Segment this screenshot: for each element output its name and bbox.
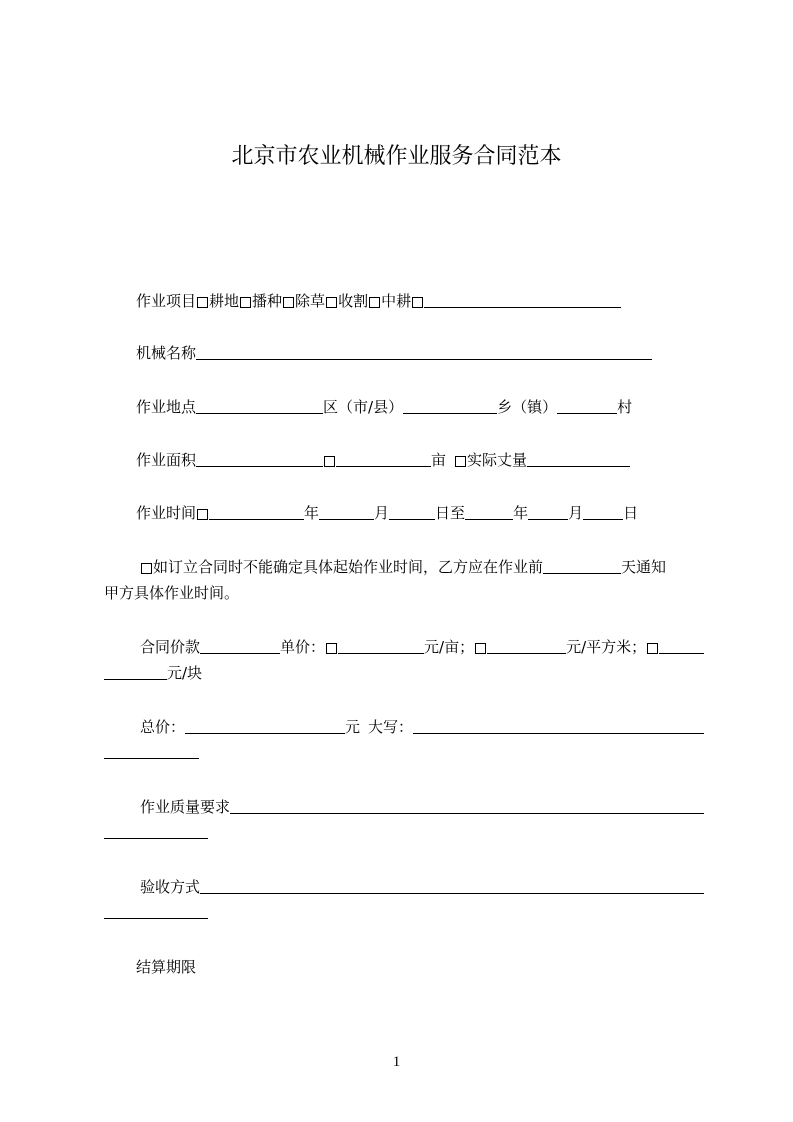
total-yuan-label: 元 — [345, 718, 361, 736]
time-day2-label: 日 — [623, 504, 639, 522]
time-year-label: 年 — [304, 504, 320, 522]
machine-name-blank[interactable] — [196, 343, 652, 360]
time-row — [104, 502, 704, 524]
time-end-year-blank[interactable] — [465, 503, 513, 520]
time-end-month-blank[interactable] — [528, 503, 568, 520]
quality-row-1 — [104, 796, 704, 818]
notice-text-3: 甲方具体作业时间。 — [104, 584, 240, 602]
price-row-1 — [104, 636, 704, 658]
notice-text-2: 天通知 — [621, 558, 667, 576]
time-month-label: 月 — [374, 504, 390, 522]
area-blank[interactable] — [196, 450, 323, 467]
work-items-other-blank[interactable] — [424, 291, 621, 308]
acceptance-row-2 — [104, 902, 704, 923]
acceptance-blank-a[interactable] — [200, 877, 704, 894]
checkbox-sowing[interactable] — [240, 297, 251, 308]
area-actual-label: 实际丈量 — [467, 451, 528, 469]
total-row-2 — [104, 742, 704, 763]
acceptance-label: 验收方式 — [140, 878, 201, 896]
checkbox-price-sqm[interactable] — [475, 643, 486, 654]
checkbox-price-block[interactable] — [647, 643, 658, 654]
notice-days-blank[interactable] — [543, 557, 621, 574]
per-block-label: 元/块 — [167, 664, 203, 682]
checkbox-area-actual[interactable] — [455, 456, 466, 467]
time-month2-label: 月 — [568, 504, 584, 522]
village-blank[interactable] — [557, 397, 617, 414]
per-sqm-label: 元/平方米； — [566, 638, 647, 656]
total-amount-blank[interactable] — [185, 717, 345, 734]
time-start-day-blank[interactable] — [389, 503, 435, 520]
area-label: 作业面积 — [136, 451, 197, 469]
area-actual-blank[interactable] — [527, 450, 630, 467]
location-label: 作业地点 — [136, 398, 197, 416]
option-plowing: 耕地 — [209, 292, 240, 310]
time-year2-label: 年 — [513, 504, 529, 522]
acceptance-row-1 — [104, 876, 704, 898]
district-blank[interactable] — [196, 397, 323, 414]
option-cultivating: 中耕 — [381, 292, 412, 310]
total-capital-blank-a[interactable] — [413, 717, 704, 734]
notice-text-1: 如订立合同时不能确定具体起始作业时间，乙方应在作业前 — [153, 558, 544, 576]
document-title: 北京市农业机械作业服务合同范本 — [231, 144, 562, 169]
total-capital-blank-b[interactable] — [104, 742, 199, 759]
location-row — [104, 396, 704, 418]
village-label: 村 — [617, 398, 633, 416]
checkbox-time[interactable] — [197, 509, 208, 520]
option-harvesting: 收割 — [338, 292, 369, 310]
price-blank[interactable] — [200, 637, 280, 654]
price-row-2 — [104, 662, 704, 684]
option-weeding: 除草 — [295, 292, 326, 310]
quality-label: 作业质量要求 — [140, 798, 231, 816]
checkbox-weeding[interactable] — [283, 297, 294, 308]
total-capital-label: 大写： — [368, 718, 414, 736]
township-label: 乡（镇） — [497, 398, 558, 416]
acceptance-blank-b[interactable] — [104, 902, 208, 919]
notice-row-1 — [104, 556, 704, 578]
settlement-label: 结算期限 — [136, 958, 197, 976]
checkbox-cultivating[interactable] — [369, 297, 380, 308]
total-row-1 — [104, 716, 704, 738]
price-per-block-blank-a[interactable] — [659, 637, 704, 654]
machine-name-label: 机械名称 — [136, 344, 197, 362]
time-label: 作业时间 — [136, 504, 197, 522]
price-per-block-blank-b[interactable] — [104, 663, 167, 680]
checkbox-notice[interactable] — [141, 563, 152, 574]
checkbox-plowing[interactable] — [197, 297, 208, 308]
per-mu-label: 元/亩； — [424, 638, 475, 656]
area-mu-label: 亩 — [431, 451, 447, 469]
time-end-day-blank[interactable] — [583, 503, 623, 520]
checkbox-price-mu[interactable] — [326, 643, 337, 654]
work-items-row — [104, 290, 704, 312]
unit-price-label: 单价： — [280, 638, 326, 656]
township-blank[interactable] — [403, 397, 497, 414]
option-sowing: 播种 — [252, 292, 283, 310]
price-label: 合同价款 — [140, 638, 201, 656]
price-per-sqm-blank[interactable] — [487, 637, 566, 654]
district-label: 区（市/县） — [323, 398, 404, 416]
work-items-label: 作业项目 — [136, 292, 197, 310]
checkbox-harvesting[interactable] — [326, 297, 337, 308]
total-label: 总价： — [140, 718, 186, 736]
area-mu-blank[interactable] — [336, 450, 431, 467]
notice-row-2 — [104, 582, 704, 604]
checkbox-area-mu[interactable] — [324, 456, 335, 467]
page-number: 1 — [392, 1054, 401, 1070]
quality-blank-a[interactable] — [230, 797, 704, 814]
quality-blank-b[interactable] — [104, 822, 208, 839]
price-per-mu-blank[interactable] — [338, 637, 424, 654]
time-start-month-blank[interactable] — [319, 503, 374, 520]
settlement-row — [104, 956, 704, 978]
machine-name-row — [104, 342, 704, 364]
time-start-year-blank[interactable] — [209, 503, 304, 520]
checkbox-other[interactable] — [412, 297, 423, 308]
quality-row-2 — [104, 822, 704, 843]
area-row — [104, 449, 704, 471]
time-day-label: 日至 — [435, 504, 466, 522]
